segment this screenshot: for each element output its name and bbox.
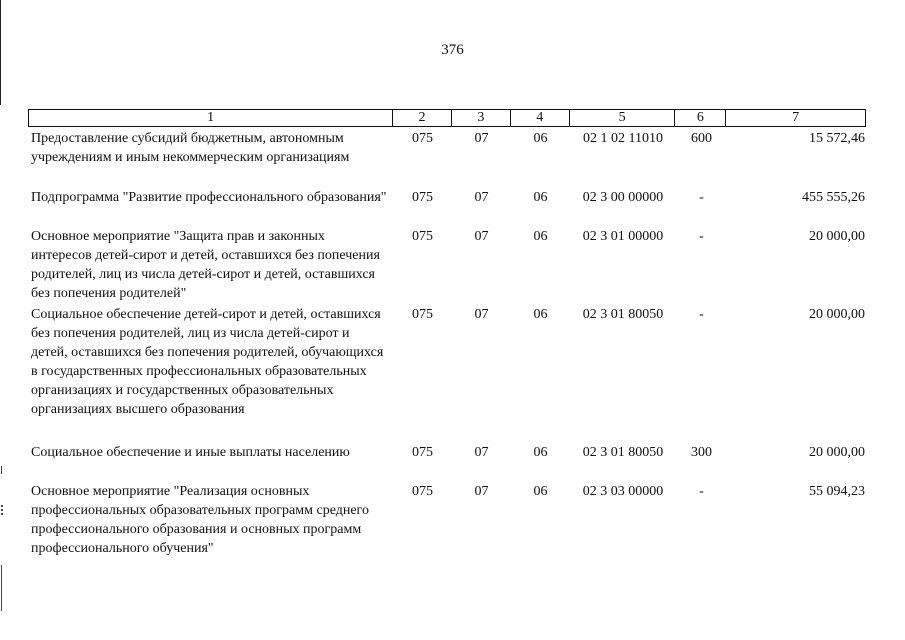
row-amount: 20 000,00: [809, 307, 865, 322]
row-amount: 455 555,26: [802, 190, 865, 205]
row-col6: 600: [691, 131, 712, 146]
table-row: [28, 305, 866, 419]
row-name: Основное мероприятие "Защита прав и законных интересов детей-сирот и детей, оставшихся без попечения родителей, лиц из числа детей-сирот и детей, оставшихся без попечения родителей": [31, 229, 380, 301]
column-header: 7: [792, 110, 800, 125]
row-col2: 075: [412, 445, 433, 460]
row-col2: 075: [412, 190, 433, 205]
row-col3: 07: [474, 484, 489, 499]
row-col6: -: [699, 307, 704, 322]
row-col5: 02 3 00 00000: [582, 190, 664, 205]
row-col2: 075: [412, 229, 433, 244]
row-col4: 06: [533, 307, 548, 322]
row-col4: 06: [533, 445, 548, 460]
row-col4: 06: [533, 190, 548, 205]
row-name: Предоставление субсидий бюджетным, автономным учреждениям и иным некоммерческим организациям: [31, 131, 350, 165]
row-col6: -: [699, 484, 704, 499]
table-row: [28, 129, 866, 167]
table-row: [28, 443, 866, 462]
row-col4: 06: [533, 229, 548, 244]
row-col6: -: [699, 229, 704, 244]
row-col6: -: [699, 190, 704, 205]
row-amount: 20 000,00: [809, 445, 865, 460]
column-header: 2: [393, 110, 452, 126]
row-name: Социальное обеспечение детей-сирот и детей, оставшихся без попечения родителей, лиц из числа детей-сирот и детей, оставшихся без попечения родителей, обучающихся в государственных профессиональных образовательных организациях и государственных образовательных организациях высшего образования: [31, 307, 384, 417]
table-row: [28, 227, 866, 303]
row-col5: 02 3 03 00000: [582, 484, 664, 499]
column-header: 4: [511, 110, 570, 126]
row-amount: 15 572,46: [809, 131, 865, 146]
column-header: 3: [452, 110, 511, 126]
row-col3: 07: [474, 131, 489, 146]
row-col2: 075: [412, 484, 433, 499]
row-col3: 07: [474, 307, 489, 322]
row-col5: 02 3 01 80050: [582, 445, 664, 460]
row-col3: 07: [474, 229, 489, 244]
row-name: Социальное обеспечение и иные выплаты населению: [31, 445, 350, 460]
row-col5: 02 1 02 11010: [583, 131, 663, 146]
column-header: 5: [570, 110, 676, 126]
page-number: 376: [441, 42, 464, 58]
row-amount: 20 000,00: [809, 229, 865, 244]
row-amount: 55 094,23: [809, 484, 865, 499]
row-name: Подпрограмма "Развитие профессионального образования": [31, 190, 387, 205]
row-col4: 06: [533, 484, 548, 499]
column-header: 1: [29, 110, 393, 126]
row-col5: 02 3 01 00000: [582, 229, 664, 244]
table-row: [28, 188, 866, 207]
row-col5: 02 3 01 80050: [582, 307, 664, 322]
row-col2: 075: [412, 131, 433, 146]
scan-mark: [1, 466, 2, 474]
column-header: 6: [675, 110, 726, 126]
row-col2: 075: [412, 307, 433, 322]
row-col3: 07: [474, 445, 489, 460]
row-col3: 07: [474, 190, 489, 205]
row-col4: 06: [533, 131, 548, 146]
row-name: Основное мероприятие "Реализация основных профессиональных образовательных программ среднего профессионального образования и основных программ профессионального обучения": [31, 484, 369, 556]
table-header-row: [28, 109, 866, 127]
table-row: [28, 482, 866, 558]
scan-mark: [1, 565, 2, 611]
row-col6: 300: [691, 445, 712, 460]
scan-mark: [1, 505, 3, 517]
